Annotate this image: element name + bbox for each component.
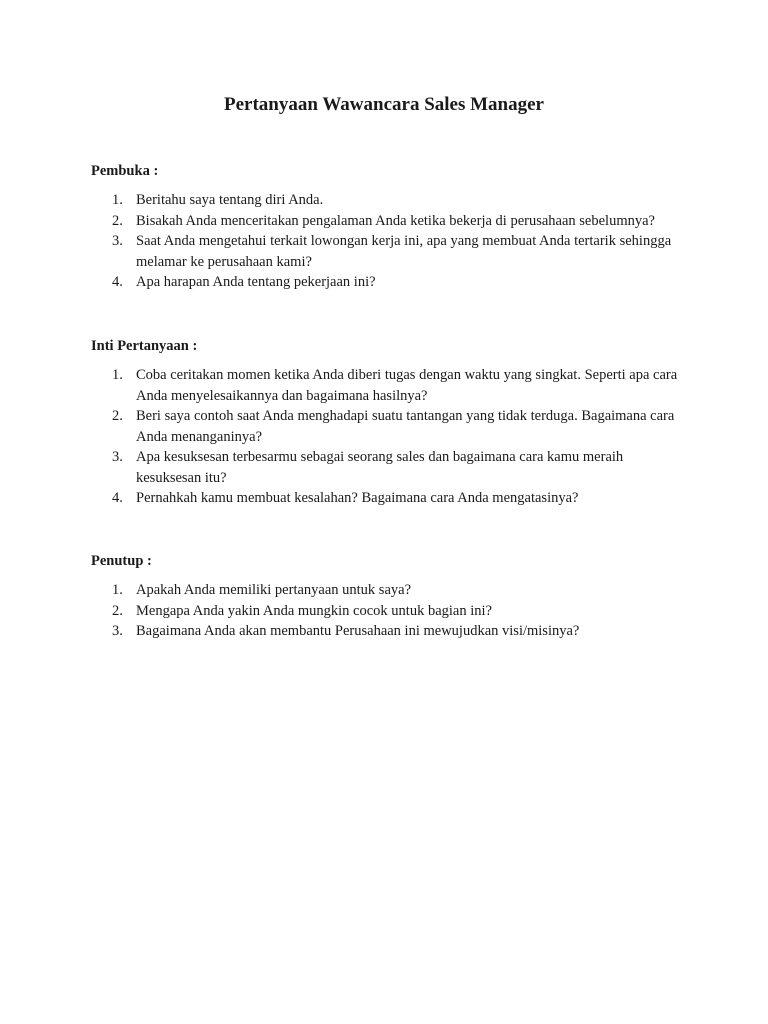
question-text: Beritahu saya tentang diri Anda. <box>136 192 324 208</box>
list-number: 1. <box>112 192 123 208</box>
list-item <box>91 601 691 622</box>
list-number: 1. <box>112 367 123 383</box>
list-number: 2. <box>112 602 123 619</box>
list-item <box>91 488 691 509</box>
section-heading: Penutup : <box>91 553 152 569</box>
section-penutup <box>91 551 691 642</box>
list-number: 3. <box>112 623 123 639</box>
list-number: 4. <box>112 490 123 506</box>
section-heading: Pembuka : <box>91 163 159 179</box>
question-list <box>91 190 691 293</box>
list-item <box>91 447 691 488</box>
list-item <box>91 621 691 642</box>
list-number: 3. <box>112 449 123 465</box>
list-number: 2. <box>112 212 123 229</box>
list-item <box>91 231 691 272</box>
list-number: 1. <box>112 582 123 598</box>
list-number: 4. <box>112 274 123 290</box>
document-title: Pertanyaan Wawancara Sales Manager <box>224 94 544 115</box>
list-number: 3. <box>112 233 123 249</box>
question-text: Coba ceritakan momen ketika Anda diberi tugas dengan waktu yang singkat. Seperti apa cara Anda menyelesaikannya dan bagaimana hasilnya? <box>136 367 678 404</box>
question-list <box>91 580 691 642</box>
question-text: Bisakah Anda menceritakan pengalaman Anda ketika bekerja di perusahaan sebelumnya? <box>136 212 655 229</box>
list-item <box>91 272 691 293</box>
section-inti-pertanyaan <box>91 336 691 509</box>
list-item <box>91 365 691 406</box>
question-text: Apakah Anda memiliki pertanyaan untuk saya? <box>136 582 412 598</box>
question-text: Apa harapan Anda tentang pekerjaan ini? <box>136 274 376 290</box>
list-item <box>91 190 691 211</box>
question-list <box>91 365 691 509</box>
list-item <box>91 406 691 447</box>
section-pembuka <box>91 161 691 293</box>
list-item <box>91 580 691 601</box>
question-text: Mengapa Anda yakin Anda mungkin cocok untuk bagian ini? <box>136 602 492 619</box>
question-text: Apa kesuksesan terbesarmu sebagai seorang sales dan bagaimana cara kamu meraih kesuksesan itu? <box>136 449 624 486</box>
question-text: Beri saya contoh saat Anda menghadapi suatu tantangan yang tidak terduga. Bagaimana cara Anda menanganinya? <box>136 408 675 445</box>
question-text: Bagaimana Anda akan membantu Perusahaan ini mewujudkan visi/misinya? <box>136 623 580 639</box>
list-number: 2. <box>112 408 123 424</box>
question-text: Pernahkah kamu membuat kesalahan? Bagaimana cara Anda mengatasinya? <box>136 490 579 506</box>
list-item <box>91 211 691 232</box>
question-text: Saat Anda mengetahui terkait lowongan kerja ini, apa yang membuat Anda tertarik sehingga melamar ke perusahaan kami? <box>136 233 672 270</box>
section-heading: Inti Pertanyaan : <box>91 338 198 354</box>
